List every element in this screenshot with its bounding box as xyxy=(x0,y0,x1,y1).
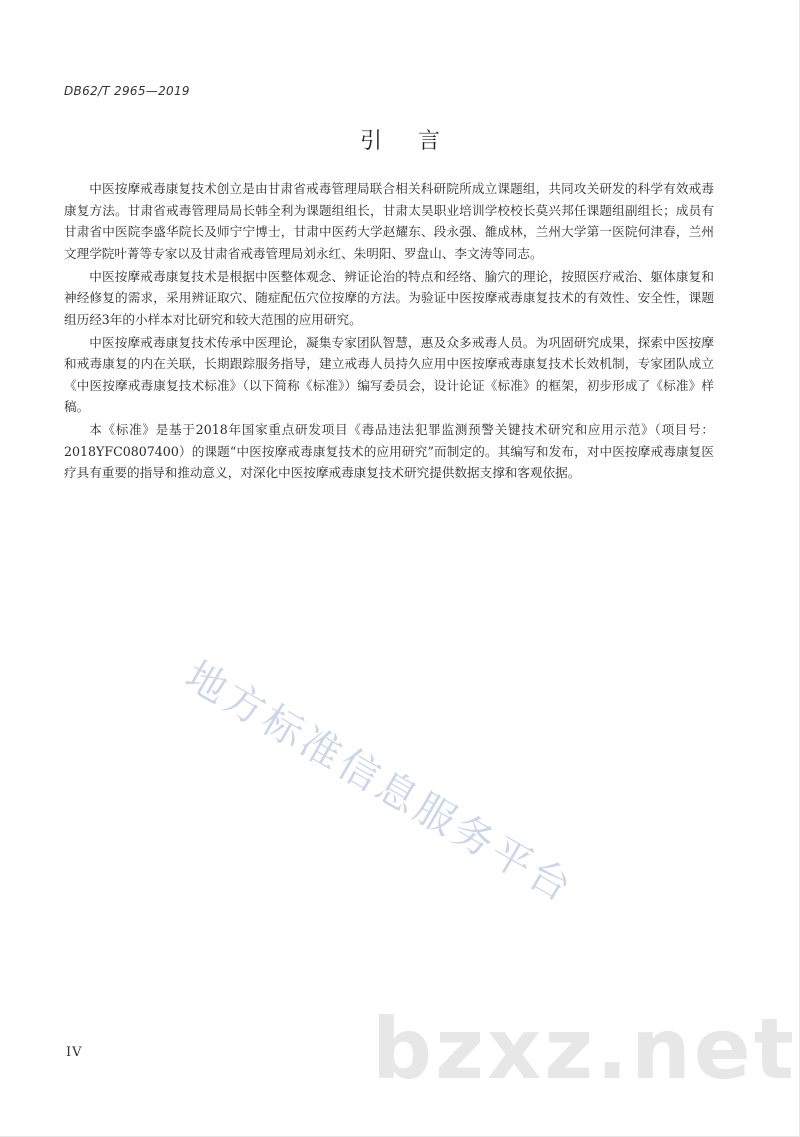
page-number: IV xyxy=(66,1045,83,1060)
standard-code: DB62/T 2965—2019 xyxy=(64,84,190,98)
watermark-site: bzxz.net xyxy=(372,1000,797,1098)
paragraph-3: 中医按摩戒毒康复技术传承中医理论，凝集专家团队智慧，惠及众多戒毒人员。为巩固研究成果，探索中医按摩和戒毒康复的内在关联，长期跟踪服务指导，建立戒毒人员持久应用中医按摩戒毒康复技术长效机制，专家团队成立《中医按摩戒毒康复技术标准》（以下简称《标准》）编写委员会，设计论证《标准》的框架，初步形成了《标准》样稿。 xyxy=(64,334,714,414)
paragraph-2: 中医按摩戒毒康复技术是根据中医整体观念、辨证论治的特点和经络、腧穴的理论，按照医疗戒治、躯体康复和神经修复的需求，采用辨证取穴、随症配伍穴位按摩的方法。为验证中医按摩戒毒康复技术的有效性、安全性，课题组历经3年的小样本对比研究和较大范围的应用研究。 xyxy=(64,268,714,327)
watermark-platform-name: 地方标准信息服务平台 xyxy=(177,652,582,913)
heading-char-1: 引 xyxy=(359,129,382,154)
section-heading xyxy=(0,124,800,155)
heading-char-2: 言 xyxy=(418,129,441,154)
paragraph-1: 中医按摩戒毒康复技术创立是由甘肃省戒毒管理局联合相关科研院所成立课题组，共同攻关研发的科学有效戒毒康复方法。甘肃省戒毒管理局局长韩全利为课题组组长，甘肃太昊职业培训学校校长莫兴邦任课题组副组长；成员有甘肃省中医院李盛华院长及师宁宁博士，甘肃中医药大学赵耀东、段永强、雒成林，兰州大学第一医院何津春，兰州文理学院叶菁等专家以及甘肃省戒毒管理局刘永红、朱明阳、罗盘山、李文涛等同志。 xyxy=(64,181,714,261)
body-text xyxy=(64,178,714,485)
paragraph-4: 本《标准》是基于2018年国家重点研发项目《毒品违法犯罪监测预警关键技术研究和应用示范》（项目号：2018YFC0807400）的课题“中医按摩戒毒康复技术的应用研究”而制定的。其编写和发布，对中医按摩戒毒康复医疗具有重要的指导和推动意义，对深化中医按摩戒毒康复技术研究提供数据支撑和客观依据。 xyxy=(64,422,714,480)
